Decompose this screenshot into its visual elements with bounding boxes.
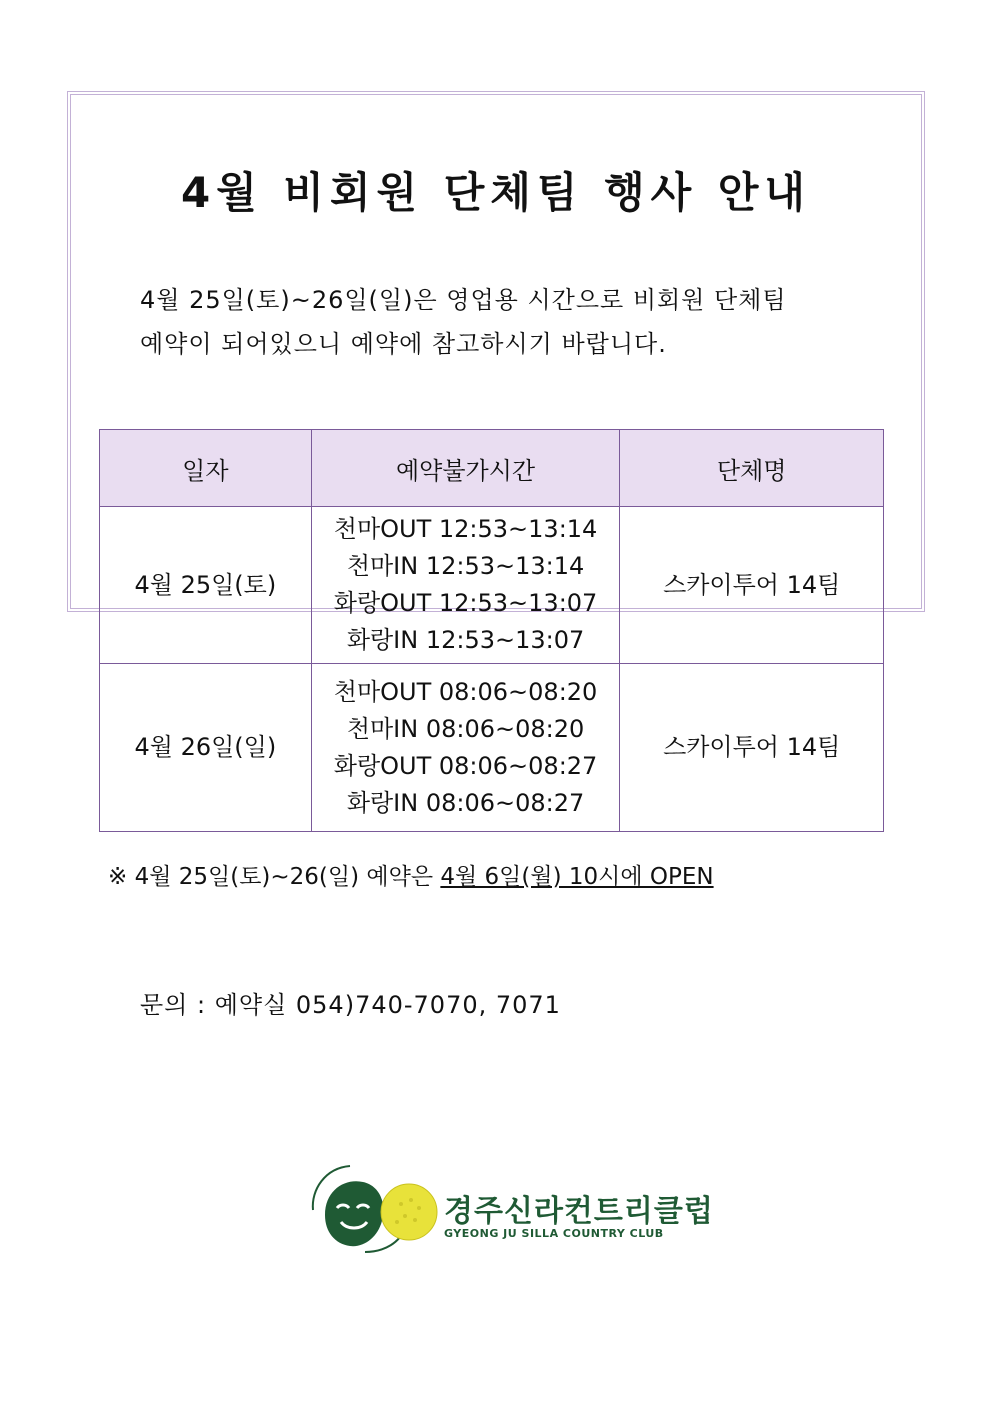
row-date: 4월 25일(토): [100, 507, 312, 664]
open-notice-date: 4월 6일(월) 10시에 OPEN: [440, 864, 714, 890]
time-slot: 천마IN 08:06~08:20: [346, 714, 585, 743]
contact-info: 문의 : 예약실 054)740-7070, 7071: [140, 991, 561, 1019]
time-slot: 화랑OUT 12:53~13:07: [333, 589, 598, 617]
time-slot: 천마OUT 08:06~08:20: [333, 677, 598, 706]
row-date: 4월 26일(일): [100, 664, 312, 832]
header-group-name: 단체명: [620, 430, 884, 507]
header-blocked-time: 예약불가시간: [311, 430, 620, 507]
time-slot: 화랑OUT 08:06~08:27: [333, 751, 598, 780]
time-slot: 화랑IN 08:06~08:27: [346, 788, 585, 817]
page-title: 4월 비회원 단체팀 행사 안내: [180, 168, 811, 217]
header-date: 일자: [100, 430, 312, 507]
schedule-table: [99, 429, 884, 832]
intro-line-1: 4월 25일(토)~26일(일)은 영업용 시간으로 비회원 단체팀: [140, 286, 787, 314]
row-group: 스카이투어 14팀: [620, 507, 884, 664]
club-name-english: GYEONG JU SILLA COUNTRY CLUB: [444, 1227, 664, 1240]
time-slot: 천마IN 12:53~13:14: [346, 552, 585, 580]
intro-line-2: 예약이 되어있으니 예약에 참고하시기 바랍니다.: [140, 330, 667, 358]
time-slot: 천마OUT 12:53~13:14: [333, 515, 598, 543]
open-notice: [108, 858, 714, 891]
table-row: [100, 507, 884, 664]
golf-ball-icon: [381, 1184, 437, 1240]
row-times: [311, 664, 620, 832]
intro-paragraph: [140, 278, 860, 366]
club-name-korean: 경주신라컨트리클럽: [444, 1194, 714, 1229]
table-header-row: [100, 430, 884, 507]
open-notice-prefix: ※ 4월 25일(토)~26(일) 예약은: [108, 864, 441, 890]
row-group: 스카이투어 14팀: [620, 664, 884, 832]
row-times: [311, 507, 620, 664]
table-row: [100, 664, 884, 832]
time-slot: 화랑IN 12:53~13:07: [346, 626, 585, 654]
